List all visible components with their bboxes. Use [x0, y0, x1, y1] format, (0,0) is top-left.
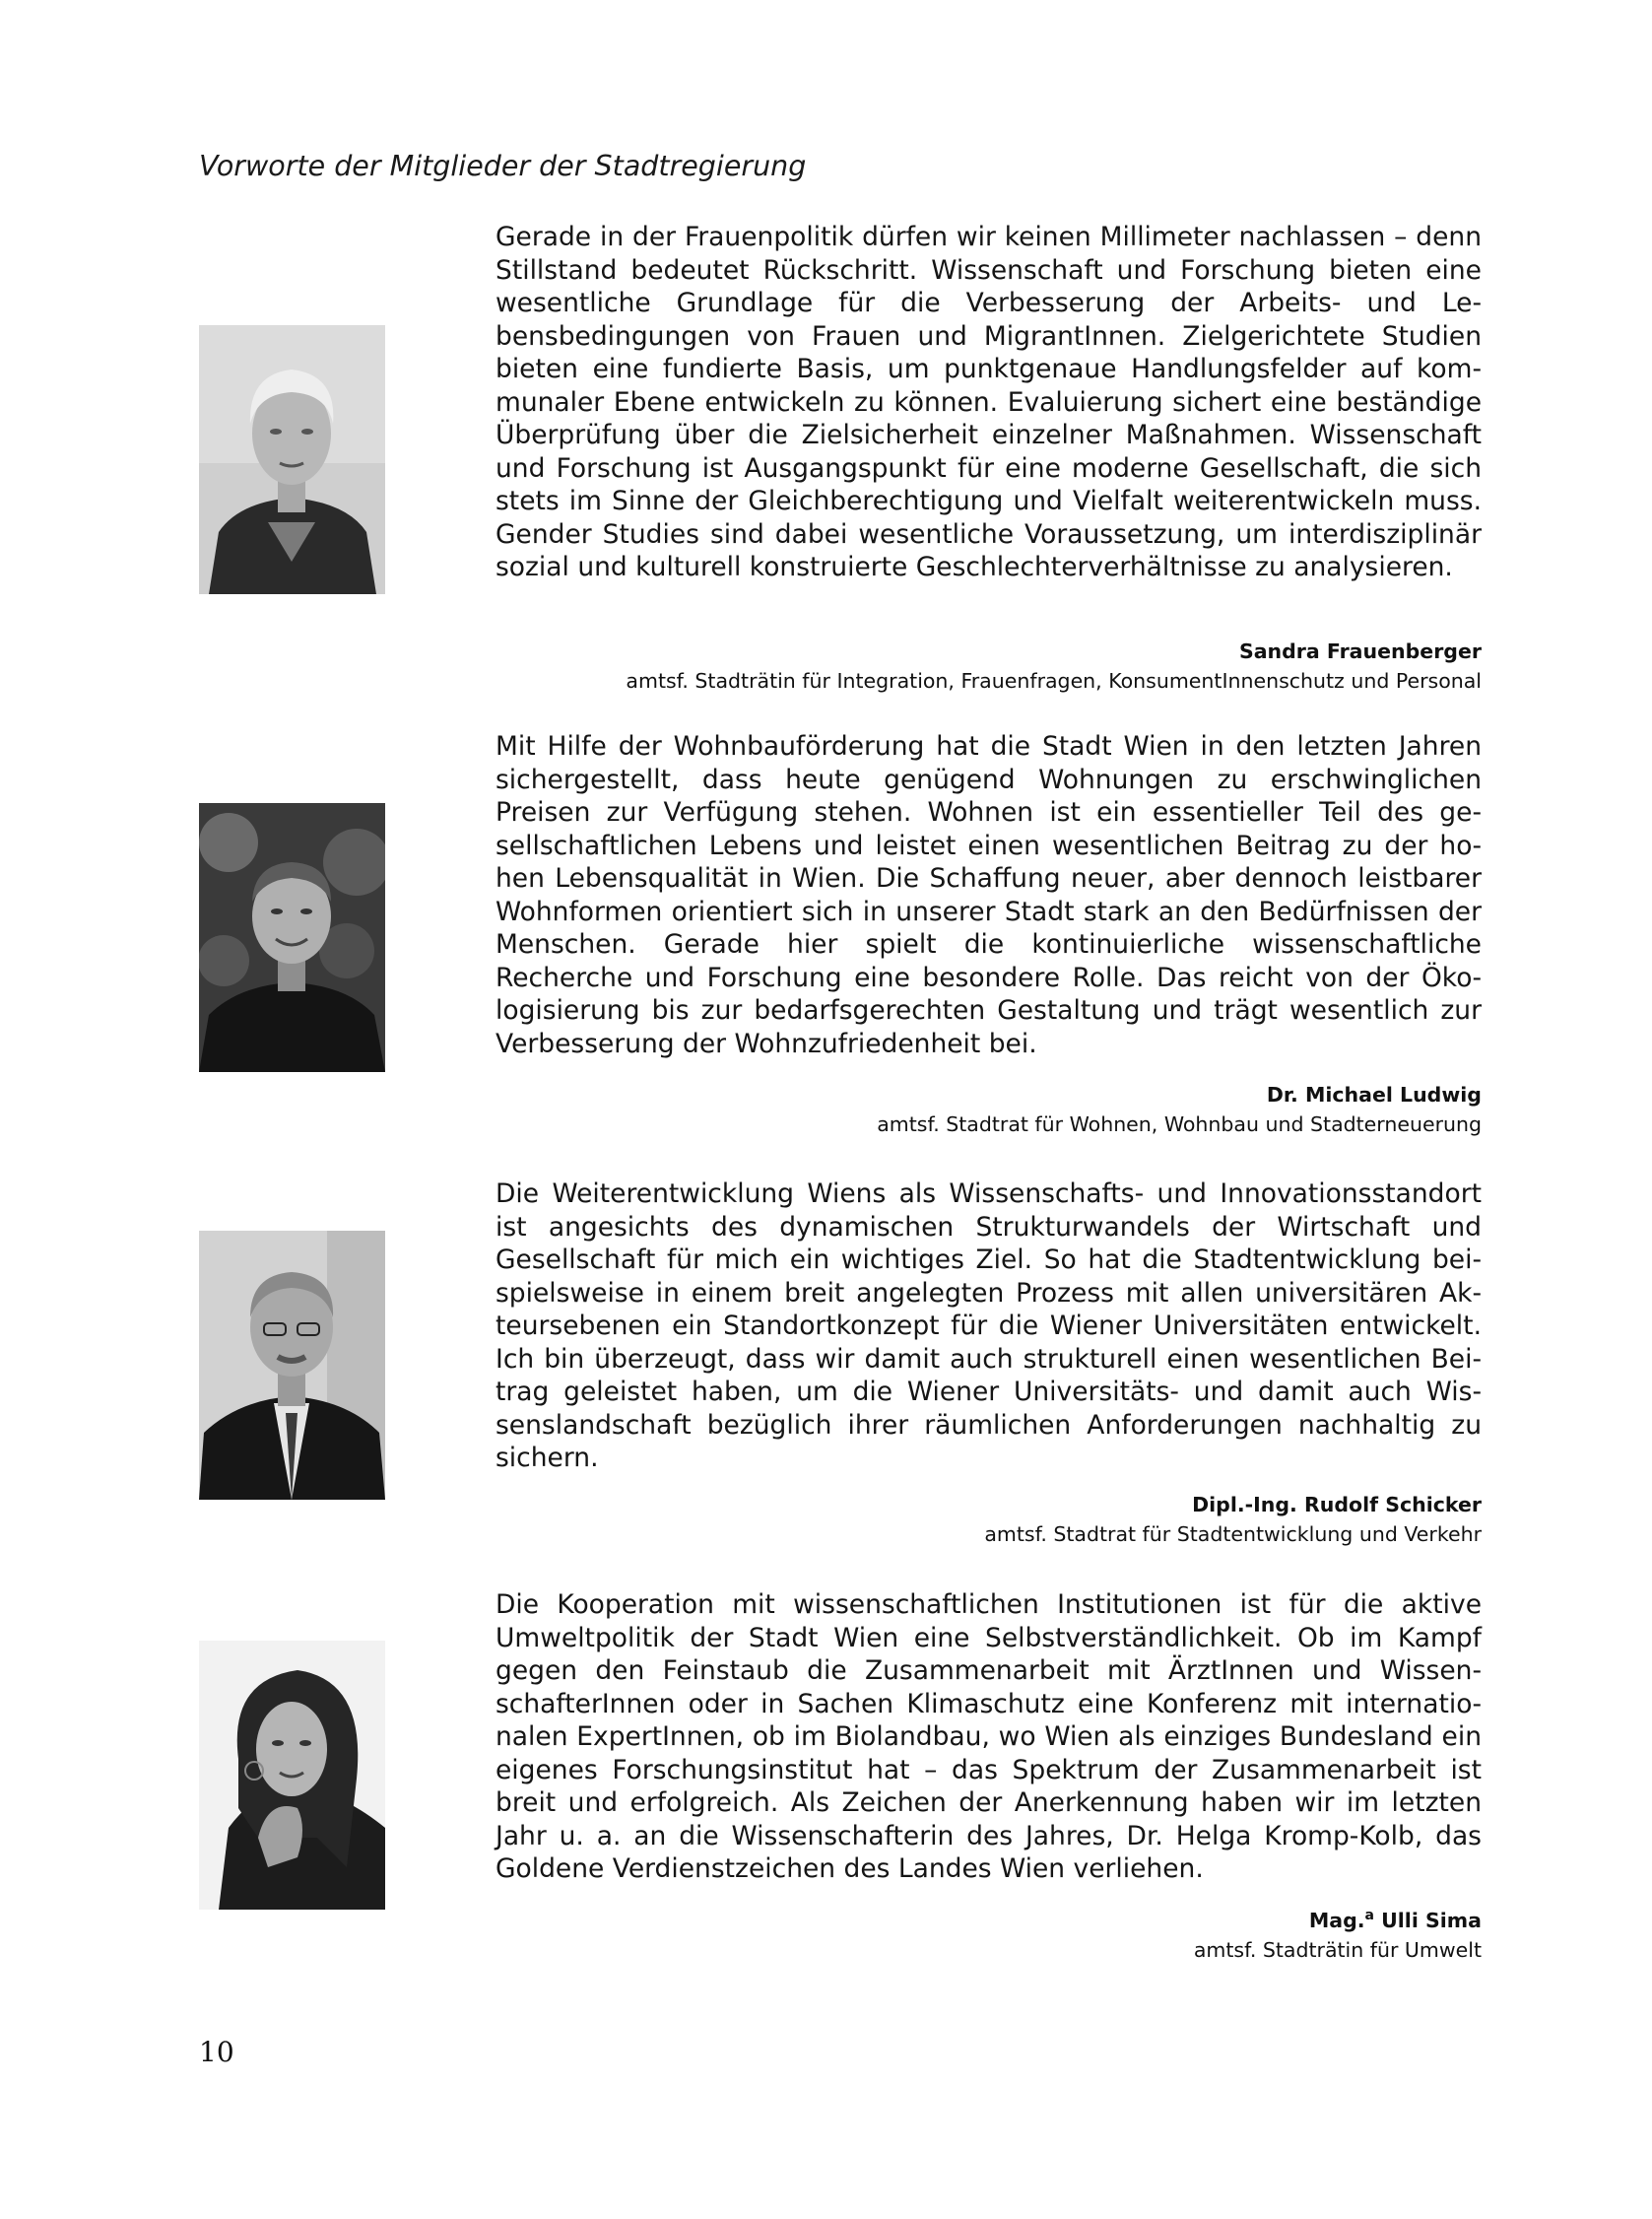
- section-text: Mit Hilfe der Wohnbauförderung hat die Stadt Wien in den letzten Jahren sichergestellt, dass heute genügend Wohnungen zu erschwinglichen Preisen zur Verfügung stehen. Wohnen ist ein essentieller Teil des gesellschaftlichen Lebens und leistet einen wesentlichen Beitrag zu der hohen Lebensqualität in Wien. Die Schaffung neuer, aber dennoch leistbarer Wohnformen orientiert sich in unserer Stadt stark an den Bedürfnissen der Menschen. Gerade hier spielt die kontinuierliche wissenschaftliche Recherche und Forschung eine besondere Rolle. Das reicht von der Ökologisierung bis zur bedarfsgerechten Gestaltung und trägt wesentlich zur Verbesserung der Wohnzufriedenheit bei.: [496, 731, 1482, 1059]
- signature-block: [496, 1906, 1482, 1965]
- signature-block: [496, 1490, 1482, 1549]
- signature-role: amtsf. Stadtrat für Stadtentwicklung und Verkehr: [984, 1522, 1482, 1546]
- page-header: Vorworte der Mitglieder der Stadtregierung: [199, 150, 807, 182]
- signature-role: amtsf. Stadträtin für Umwelt: [1193, 1938, 1482, 1962]
- page-number: 10: [199, 2036, 234, 2068]
- signature-block: [496, 637, 1482, 696]
- section-text: Gerade in der Frauenpolitik dürfen wir keinen Millimeter nachlassen – denn Stillstand bedeutet Rückschritt. Wissenschaft und Forschung bieten eine wesentliche Grundlage für die Verbesserung der Arbeits- und Lebensbedingungen von Frauen und MigrantInnen. Zielgerichtete Studien bieten eine fundierte Basis, um punktgenaue Handlungsfelder auf kommunaler Ebene entwickeln zu können. Evaluierung sichert eine beständige Überprüfung über die Zielsicherheit einzelner Maßnahmen. Wissenschaft und Forschung ist Ausgangspunkt für eine moderne Gesellschaft, die sich stets im Sinne der Gleichberechtigung und Vielfalt weiterentwickeln muss. Gender Studies sind dabei wesentliche Voraussetzung, um interdisziplinär sozial und kulturell konstruierte Geschlechterverhältnisse zu analysieren.: [496, 222, 1482, 582]
- portrait-photo-sima: [199, 1641, 385, 1910]
- section-text: Die Weiterentwicklung Wiens als Wissenschafts- und Innovationsstandort ist angesichts des dynamischen Strukturwandels der Wirtschaft und Gesellschaft für mich ein wichtiges Ziel. So hat die Stadtentwicklung beispielsweise in einem breit angelegten Prozess mit allen universitären Akteursebenen ein Standortkonzept für die Wiener Universitäten entwickelt. Ich bin überzeugt, dass wir damit auch strukturell einen wesentlichen Beitrag geleistet haben, um die Wiener Universitäts- und damit auch Wissenslandschaft bezüglich ihrer räumlichen Anforderungen nachhaltig zu sichern.: [496, 1178, 1482, 1473]
- signature-name: Dipl.-Ing. Rudolf Schicker: [1192, 1493, 1482, 1516]
- portrait-photo-ludwig: [199, 803, 385, 1072]
- signature-role: amtsf. Stadtrat für Wohnen, Wohnbau und Stadterneuerung: [877, 1112, 1482, 1136]
- signature-name: Sandra Frauenberger: [1238, 639, 1482, 663]
- signature-name: [496, 1906, 1482, 1935]
- portrait-photo-frauenberger: [199, 325, 385, 594]
- signature-name: Dr. Michael Ludwig: [1266, 1083, 1482, 1107]
- signature-block: [496, 1080, 1482, 1139]
- signature-name-rest: Ulli Sima: [1374, 1909, 1482, 1932]
- signature-name-prefix: Mag.: [1308, 1909, 1365, 1932]
- section-text: Die Kooperation mit wissenschaftlichen Institutionen ist für die aktive Umweltpolitik der Stadt Wien eine Selbstverständlichkeit. Ob im Kampf gegen den Feinstaub die Zusammenarbeit mit ÄrztInnen und WissenschafterInnen oder in Sachen Klimaschutz eine Konferenz mit internationalen ExpertInnen, ob im Biolandbau, wo Wien als einziges Bundesland ein eigenes Forschungsinstitut hat – das Spektrum der Zusammenarbeit ist breit und erfolgreich. Als Zeichen der Anerkennung haben wir im letzten Jahr u. a. an die Wissenschafterin des Jahres, Dr. Helga Kromp-Kolb, das Goldene Verdienstzeichen des Landes Wien verliehen.: [496, 1589, 1482, 1884]
- signature-name-superscript: a: [1364, 1908, 1374, 1924]
- signature-role: amtsf. Stadträtin für Integration, Frauenfragen, KonsumentInnenschutz und Personal: [626, 669, 1482, 693]
- portrait-photo-schicker: [199, 1231, 385, 1500]
